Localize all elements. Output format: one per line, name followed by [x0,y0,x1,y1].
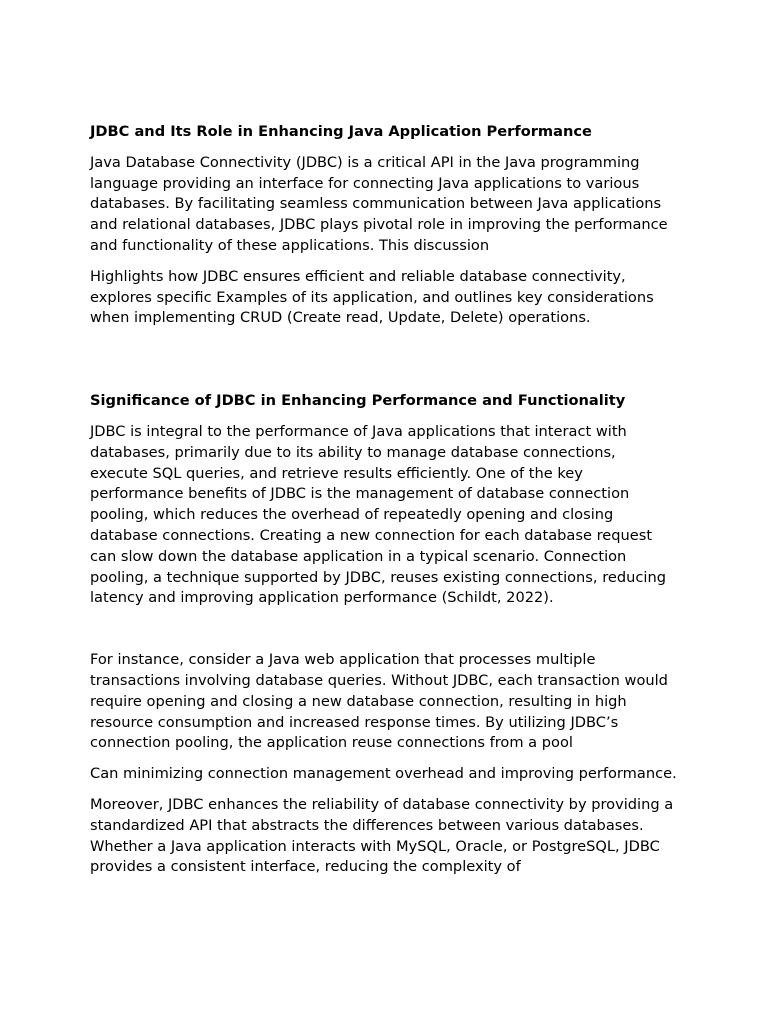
blank-space [90,339,678,391]
paragraph-moreover: Moreover, JDBC enhances the reliability of database connectivity by providing a standardized API that abstracts the differences between various databases. Whether a Java application interacts with MySQL, Oracle, or PostgreSQL, JDBC provides a consistent interface, reducing the complexity of [90,795,674,876]
paragraph-can-minimizing: Can minimizing connection management overhead and improving performance. [90,765,677,783]
section-heading-jdbc-role: JDBC and Its Role in Enhancing Java Application Performance [90,123,592,140]
section-heading-significance: Significance of JDBC in Enhancing Performance and Functionality [90,392,626,410]
paragraph-highlights: Highlights how JDBC ensures efficient and reliable database connectivity, explores specific Examples of its application, and outlines key considerations when implementing CRUD (Create read, Update, Delete) operations. [90,267,654,327]
paragraph-intro: Java Database Connectivity (JDBC) is a critical API in the Java programming language providing an interface for connecting Java applications to various databases. By facilitating seamless communication between Java applications and relational databases, JDBC plays pivotal role in improving the performance and functionality of these applications. This discussion [90,153,668,254]
blank-space [90,619,678,650]
document-page [90,122,678,888]
paragraph-integral: JDBC is integral to the performance of Java applications that interact with databases, primarily due to its ability to manage database connections, execute SQL queries, and retrieve results efficiently. One of the key performance benefits of JDBC is the management of database connection pooling, which reduces the overhead of repeatedly opening and closing database connections. Creating a new connection for each database request can slow down the database application in a typical scenario. Connection pooling, a technique supported by JDBC, reuses existing connections, reducing latency and improving application performance (Schildt, 2022). [90,422,666,607]
paragraph-for-instance: For instance, consider a Java web application that processes multiple transactions involving database queries. Without JDBC, each transaction would require opening and closing a new database connection, resulting in high resource consumption and increased response times. By utilizing JDBC’s connection pooling, the application reuse connections from a pool [90,651,668,752]
